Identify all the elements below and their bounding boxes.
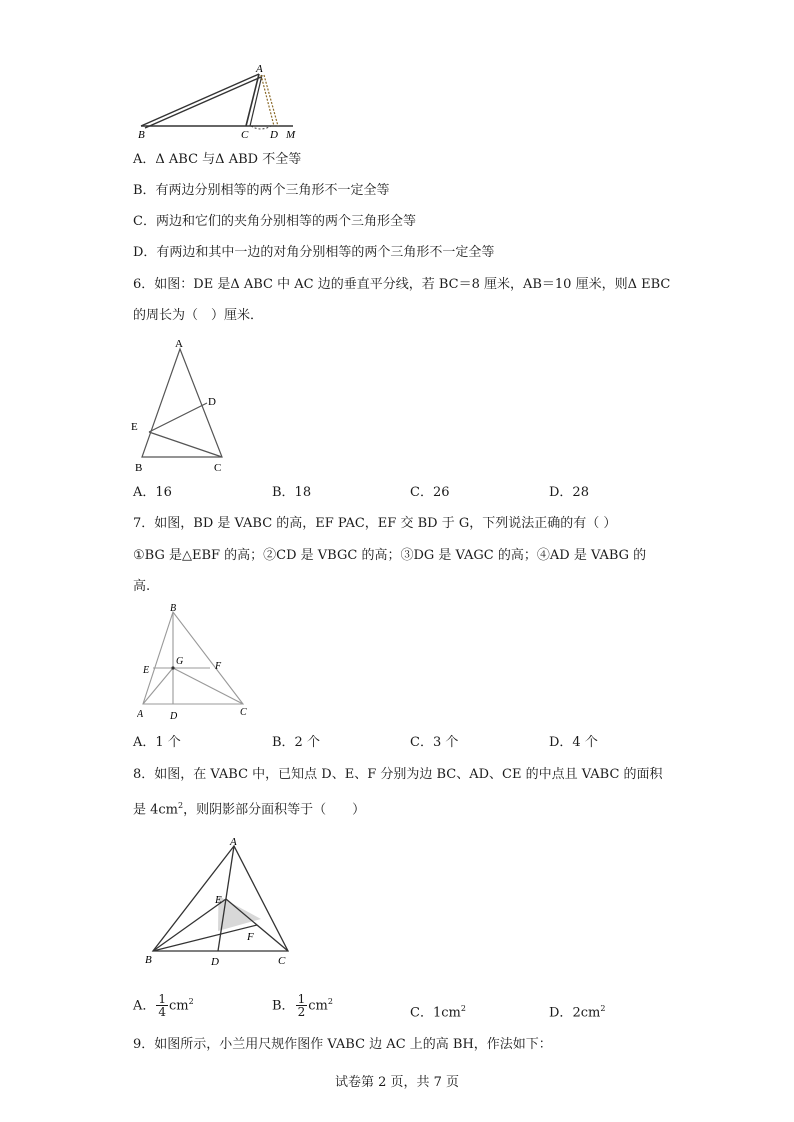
q6-label-c: C xyxy=(214,462,222,474)
q5-option-c: C．两边和它们的夹角分别相等的两个三角形全等 xyxy=(133,214,416,229)
q6-label-b: B xyxy=(135,462,143,474)
q8-label-b: B xyxy=(145,954,152,966)
q6-label-d: D xyxy=(208,396,216,408)
q5-label-a: A xyxy=(256,63,263,75)
q8-text-line2: 是 $4cm^2$，则阴影部分面积等于（ ） xyxy=(133,801,366,818)
q7-option-b: B．2 个 xyxy=(272,735,320,750)
q8-label-a: A xyxy=(230,836,237,848)
q7-text-line1: 7．如图，BD 是 VABC 的高，EF PAC，EF 交 BD 于 G，下列说法正确的有（ ） xyxy=(133,516,617,531)
page-footer: 试卷第 2 页，共 7 页 xyxy=(334,1075,460,1090)
q5-label-b: B xyxy=(138,129,145,141)
q6-option-a: A．16 xyxy=(133,485,172,500)
q8-option-d: D．$2cm^2$ xyxy=(549,1004,606,1021)
q6-text-line1: 6．如图：DE 是Δ ABC 中 AC 边的垂直平分线，若 BC＝8 厘米，AB＝10 厘米，则Δ EBC xyxy=(133,277,671,292)
q7-figure xyxy=(137,600,257,725)
q7-option-c: C．3 个 xyxy=(410,735,459,750)
q5-label-c: C xyxy=(241,129,249,141)
q6-option-c: C．26 xyxy=(410,485,450,500)
q7-label-a: A xyxy=(137,709,144,720)
q7-label-e: E xyxy=(143,665,150,676)
q5-label-d: D xyxy=(270,129,278,141)
q5-label-m: M xyxy=(286,129,296,141)
q7-label-b: B xyxy=(170,603,177,614)
q8-option-a: A． $\frac{1}{4}$ $cm^2$ xyxy=(133,992,194,1020)
q8-option-b: B． $\frac{1}{2}$ $cm^2$ xyxy=(272,992,333,1020)
q7-label-f: F xyxy=(215,661,222,672)
q8-figure xyxy=(140,832,300,974)
q7-label-c: C xyxy=(240,707,247,718)
q8-text-line1: 8．如图，在 VABC 中，已知点 D、E、F 分别为边 BC、AD、CE 的中点且 VABC 的面积 xyxy=(133,767,663,782)
q7-text-line2: ①BG 是△EBF 的高；②CD 是 VBGC 的高；③DG 是 VAGC 的高；④AD 是 VABG 的 xyxy=(133,548,647,563)
q9-text-line1: 9．如图所示，小兰用尺规作图作 VABC 边 AC 上的高 BH，作法如下： xyxy=(133,1037,552,1052)
q7-option-d: D．4 个 xyxy=(549,735,598,750)
q6-figure xyxy=(128,335,238,475)
q8-label-f: F xyxy=(247,931,254,943)
q8-option-b-fraction: $\frac{1}{2}$ xyxy=(297,992,306,1020)
q5-figure xyxy=(133,62,313,142)
q8-label-e: E xyxy=(215,894,222,906)
q5-option-d: D．有两边和其中一边的对角分别相等的两个三角形不一定全等 xyxy=(133,245,495,260)
q6-text-line2: 的周长为（ ）厘米． xyxy=(133,308,264,323)
q7-label-g: G xyxy=(176,656,184,667)
q6-label-a: A xyxy=(175,338,183,350)
q7-label-d: D xyxy=(170,711,178,722)
q7-option-a: A．1 个 xyxy=(133,735,181,750)
q8-option-a-fraction: $\frac{1}{4}$ xyxy=(158,992,167,1020)
q8-label-d: D xyxy=(211,956,219,968)
q6-option-d: D．28 xyxy=(549,485,589,500)
q6-label-e: E xyxy=(131,421,138,433)
q5-option-a: A．Δ ABC 与Δ ABD 不全等 xyxy=(133,152,302,167)
q8-label-c: C xyxy=(278,955,286,967)
q5-option-b: B．有两边分别相等的两个三角形不一定全等 xyxy=(133,183,390,198)
q8-option-c: C．$1cm^2$ xyxy=(410,1004,466,1021)
q6-option-b: B．18 xyxy=(272,485,312,500)
q7-text-line3: 高. xyxy=(133,579,151,594)
